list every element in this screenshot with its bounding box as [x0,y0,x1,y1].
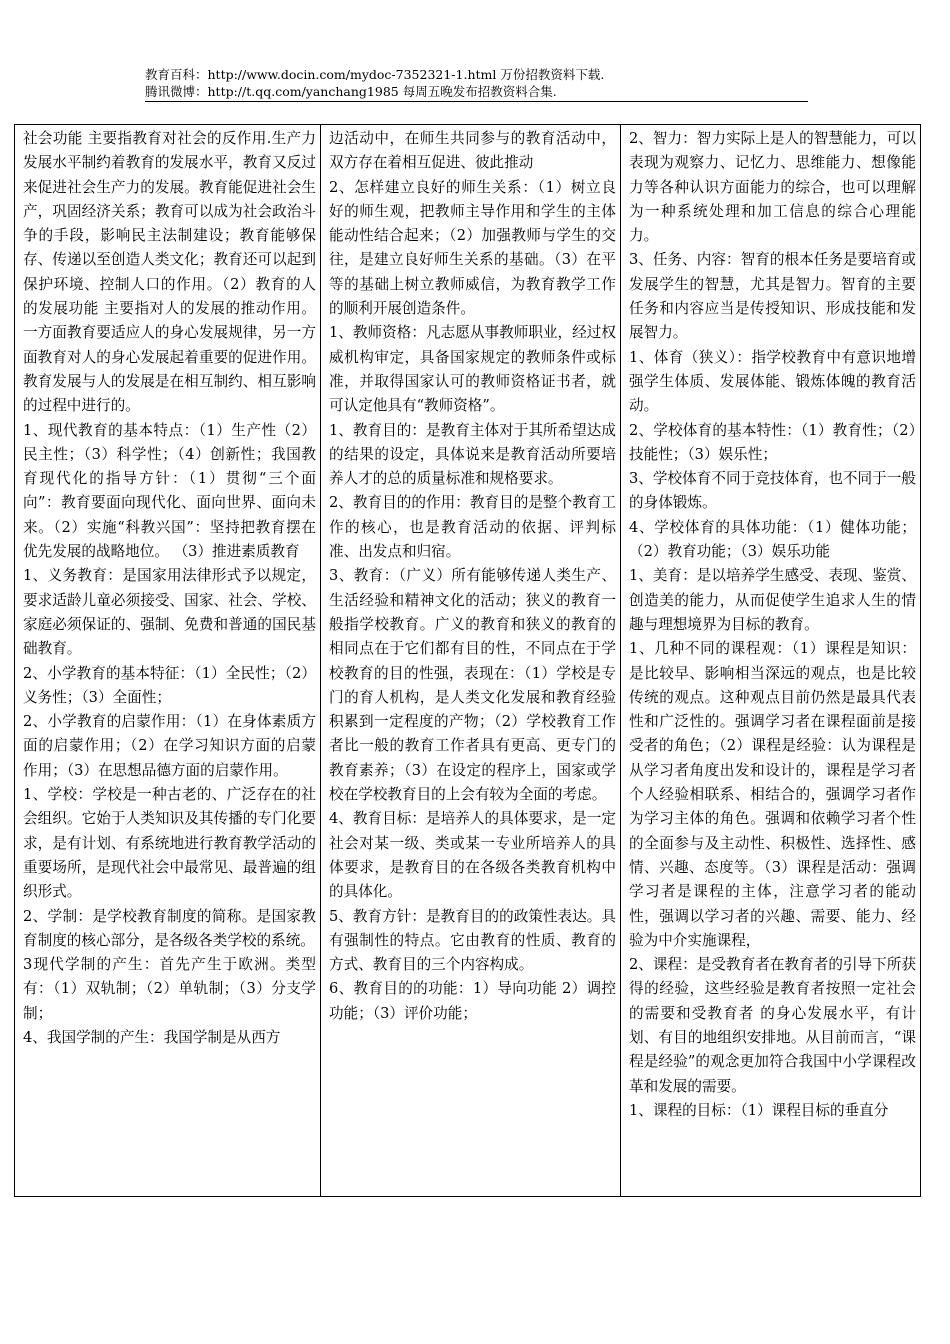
paragraph: 1、体育（狭义）：指学校教育中有意识地增强学生体质、发展体能、锻炼体魄的教育活动。 [629,348,916,415]
content-table [14,124,921,1197]
column-3 [620,125,920,1196]
paragraph: 4、教育目标：是培养人的具体要求，是一定社会对某一级、类或某一专业所培养人的具体要求，是教育目的在各级各类教育机构中的具体化。 [329,810,616,901]
paragraph: 2、学制：是学校教育制度的简称。是国家教育制度的核心部分，是各级各类学校的系统。 [23,907,316,949]
paragraph: 2、课程：是受教育者在教育者的引导下所获得的经验，这些经验是教育者按照一定社会的需要和受教育者 的身心发展水平，有计划、有目的地组织安排地。从目前而言，“课程是经验”的观念更加符合我国中小学课程改革和发展的需要。 [629,956,916,1095]
column-1 [15,125,320,1196]
paragraph: 4、学校体育的具体功能：（1）健体功能；（2）教育功能；（3）娱乐功能 [629,518,916,561]
paragraph: 边活动中，在师生共同参与的教育活动中， 双方存在着相互促进、彼此推动 [329,130,616,172]
header-divider [145,101,808,102]
paragraph: 1、教师资格：凡志愿从事教师职业，经过权威机构审定，具备国家规定的教师条件或标准，并取得国家认可的教师资格证书者，就可认定他具有“教师资格”。 [329,324,616,415]
paragraph: 1、学校：学校是一种古老的、广泛存在的社会组织。它始于人类知识及其传播的专门化要求，是有计划、有系统地进行教育教学活动的重要场所，是现代社会中最常见、最普遍的组织形式。 [23,786,316,901]
paragraph: 3现代学制的产生：首先产生于欧洲。类型有：（1）双轨制；（2）单轨制；（3）分支学制； [23,956,316,1022]
page-header [145,66,810,100]
column-2 [320,125,620,1196]
paragraph: 1、现代教育的基本特点：（1）生产性（2）民主性；（3）科学性；（4）创新性；我国教育现代化的指导方针：（1）贯彻“三个面向”：教育要面向现代化、面向世界、面向未来。（2）实施“科教兴国”：坚持把教育摆在优先发展的战略地位。 （3）推进素质教育 [23,421,316,561]
header-line-weibo: 腾讯微博：http://t.qq.com/yanchang1985 每周五晚发布招教资料合集. [145,84,557,99]
paragraph: 1、教育目的：是教育主体对于其所希望达成的结果的设定，具体说来是教育活动所要培养人才的总的质量标准和规格要求。 [329,421,616,488]
paragraph: 2、小学教育的启蒙作用：（1）在身体素质方面的启蒙作用；（2）在学习知识方面的启蒙作用；（3）在思想品德方面的启蒙作用。 [23,713,316,779]
paragraph: 1、美育：是以培养学生感受、表现、鉴赏、创造美的能力，从而促使学生追求人生的情趣与理想境界为目标的教育。 [629,567,916,633]
paragraph: 社会功能 主要指教育对社会的反作用.生产力发展水平制约着教育的发展水平，教育又反过来促进社会生产力的发展。教育能促进社会生产，巩固经济关系；教育可以成为社会政治斗争的手段，影响民主法制建设；教育能够保存、传递以至创造人类文化；教育还可以起到保护环境、控制人口的作用。（2）教育的人的发展功能 主要指对人的发展的推动作用。一方面教育要适应人的身心发展规律，另一方面教育对人的身心发展起着重要的促进作用。教育发展与人的发展是在相互制约、相互影响的过程中进行的。 [23,130,316,415]
paragraph: 1、义务教育：是国家用法律形式予以规定，要求适龄儿童必须接受、国家、社会、学校、家庭必须保证的、强制、免费和普通的国民基础教育。 [23,567,316,658]
paragraph: 2、教育目的的作用：教育目的是整个教育工作的核心，也是教育活动的依据、评判标准、出发点和归宿。 [329,494,616,561]
paragraph: 5、教育方针：是教育目的的政策性表达。具有强制性的特点。它由教育的性质、教育的方式、教育目的三个内容构成。 [329,907,616,974]
paragraph: 3、学校体育不同于竞技体育，也不同于一般的身体锻炼。 [629,470,916,512]
paragraph: 2、怎样建立良好的师生关系：（1）树立良好的师生观，把教师主导作用和学生的主体能动性结合起来；（2）加强教师与学生的交往，是建立良好师生关系的基础。（3）在平等的基础上树立教师威信，为教育教学工作的顺利开展创造条件。 [329,178,616,318]
paragraph: 4、我国学制的产生：我国学制是从西方 [23,1028,281,1046]
header-line-docin: 教育百科：http://www.docin.com/mydoc-7352321-1.html 万份招教资料下载. [145,67,605,82]
paragraph: 3、教育：（广义）所有能够传递人类生产、生活经验和精神文化的活动；狭义的教育一般指学校教育。广义的教育和狭义的教育的相同点在于它们都有目的性，不同点在于学校教育的目的性强，表现在：（1）学校是专门的育人机构，是人类文化发展和教育经验积累到一定程度的产物；（2）学校教育工作者比一般的教育工作者具有更高、更专门的教育素养；（3）在设定的程序上，国家或学校在学校教育目的上会有较为全面的考虑。 [329,567,616,804]
paragraph: 2、智力：智力实际上是人的智慧能力，可以表现为观察力、记忆力、思维能力、想像能力等各种认识方面能力的综合，也可以理解为一种系统处理和加工信息的综合心理能力。 [629,130,916,245]
paragraph: 3、任务、内容：智育的根本任务是要培育或发展学生的智慧，尤其是智力。智育的主要任务和内容应当是传授知识、形成技能和发展智力。 [629,251,916,342]
paragraph: 2、小学教育的基本特征：（1）全民性；（2）义务性；（3）全面性； [23,664,316,706]
paragraph: 2、学校体育的基本特性：（1）教育性；（2）技能性；（3）娱乐性； [629,421,916,463]
paragraph: 6、教育目的的功能：1）导向功能 2）调控功能；（3）评价功能； [329,980,616,1022]
paragraph: 1、课程的目标：（1）课程目标的垂直分 [629,1101,889,1119]
paragraph: 1、几种不同的课程观：（1）课程是知识：是比较早、影响相当深远的观点，也是比较传统的观点。这种观点目前仍然是最具代表性和广泛性的。强调学习者在课程面前是接受者的角色；（2）课程是经验：认为课程是从学习者角度出发和设计的，课程是学习者个人经验相联系、相结合的，强调学习者作为学习主体的角色。强调和依赖学习者个性的全面参与及主动性、积极性、选择性、感情、兴趣、态度等。（3）课程是活动：强调学习者是课程的主体，注意学习者的能动性，强调以学习者的兴趣、需要、能力、经验为中介实施课程， [629,640,916,949]
